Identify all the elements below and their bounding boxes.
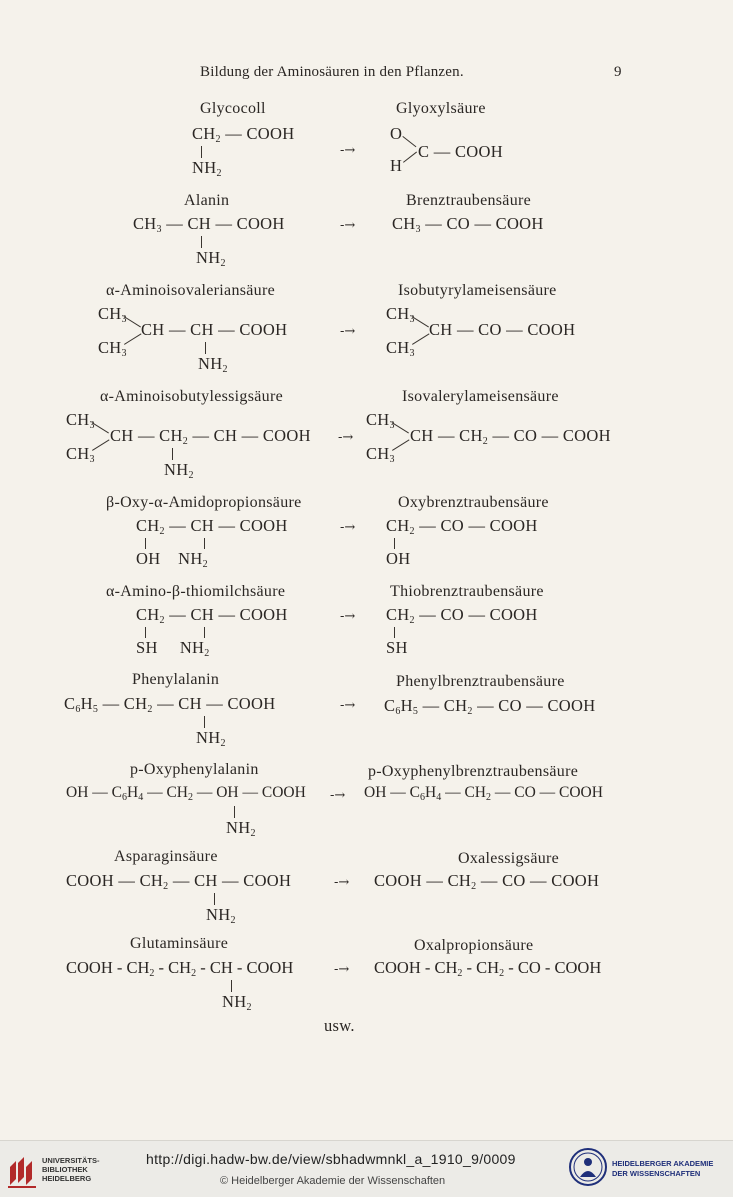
right-compound-name: Isovalerylameisensäure <box>402 388 559 405</box>
reaction-arrow: -→ <box>338 430 354 445</box>
bond-line <box>172 448 173 460</box>
right-compound-name: Oxalessigsäure <box>458 850 560 867</box>
left-compound-name: β-Oxy-α-Amidopropionsäure <box>106 494 302 511</box>
left-formula-substituent: SH $NH_2$ <box>136 638 210 659</box>
reaction-arrow: -→ <box>330 788 346 803</box>
left-formula-substituent: $NH_2$ <box>226 818 256 839</box>
bond-line <box>234 806 235 818</box>
university-library-name: UNIVERSITÄTS- BIBLIOTHEK HEIDELBERG <box>42 1156 100 1183</box>
left-formula: $C_6H_5$ — $CH_2$ — CH — COOH <box>64 694 276 715</box>
left-formula: $CH_3$ — CH — COOH <box>133 214 285 235</box>
left-compound-name: α-Aminoisobutylessigsäure <box>100 388 283 405</box>
copyright-text: © Heidelberger Akademie der Wissenschaften <box>220 1175 446 1187</box>
bond-line <box>145 627 146 638</box>
bond-line <box>231 980 232 992</box>
left-formula-top: $CH_3$ <box>66 410 95 431</box>
bond-line <box>402 136 416 147</box>
left-formula-substituent: $NH_2$ <box>164 460 194 481</box>
right-formula: CH — CO — COOH <box>429 320 576 339</box>
source-url-link[interactable]: http://digi.hadw-bw.de/view/sbhadwmnkl_a_1910_9/0009 <box>146 1151 516 1167</box>
right-formula: $CH_3$ — CO — COOH <box>392 214 544 235</box>
right-compound-name: Oxalpropionsäure <box>414 937 534 954</box>
left-formula: $CH_2$ — CH — COOH <box>136 516 288 537</box>
bond-line <box>214 893 215 905</box>
left-formula: CH — $CH_2$ — CH — COOH <box>110 426 311 447</box>
bond-line <box>394 627 395 638</box>
left-formula: COOH — $CH_2$ — CH — COOH <box>66 871 292 892</box>
left-formula: CH — CH — COOH <box>141 320 288 339</box>
university-library-logo-icon <box>6 1153 40 1189</box>
reaction-arrow: -→ <box>340 143 356 158</box>
page-number: 9 <box>614 64 622 80</box>
bond-line <box>201 236 202 248</box>
left-formula-bottom: $CH_3$ <box>66 444 95 465</box>
bond-line <box>201 146 202 158</box>
bond-line <box>204 627 205 638</box>
right-formula: $CH_2$ — CO — COOH <box>386 605 538 626</box>
left-compound-name: Glycocoll <box>200 100 266 117</box>
right-compound-name: Glyoxylsäure <box>396 100 486 117</box>
left-formula-substituent: $NH_2$ <box>222 992 252 1013</box>
reaction-arrow: -→ <box>340 218 356 233</box>
bond-line <box>394 538 395 549</box>
right-formula: CH — $CH_2$ — CO — COOH <box>410 426 611 447</box>
bond-line <box>204 716 205 728</box>
bond-line <box>145 538 146 549</box>
left-formula-substituent: $NH_2$ <box>192 158 222 179</box>
right-compound-name: Isobutyrylameisensäure <box>398 282 557 299</box>
digitization-footer <box>0 1140 733 1197</box>
left-formula-substituent: $NH_2$ <box>206 905 236 926</box>
right-formula-bottom: $CH_3$ <box>366 444 395 465</box>
right-formula: COOH - $CH_2 - CH_2$ - CO - COOH <box>374 958 602 979</box>
reaction-arrow: -→ <box>334 962 350 977</box>
reaction-arrow: -→ <box>340 609 356 624</box>
right-formula-top: O <box>390 124 403 143</box>
right-compound-name: Phenylbrenztraubensäure <box>396 673 565 690</box>
left-compound-name: α-Amino-β-thiomilchsäure <box>106 583 286 600</box>
right-compound-name: Oxybrenztraubensäure <box>398 494 549 511</box>
right-formula-top: $CH_3$ <box>366 410 395 431</box>
left-compound-name: p-Oxyphenylalanin <box>130 761 259 778</box>
left-formula-substituent: $NH_2$ <box>196 728 226 749</box>
left-formula: OH — $C_6H_4$ — $CH_2$ — OH — COOH <box>66 784 306 803</box>
left-compound-name: Asparaginsäure <box>114 848 218 865</box>
reaction-arrow: -→ <box>334 875 350 890</box>
right-formula-top: $CH_3$ <box>386 304 415 325</box>
left-formula: $CH_2$ — CH — COOH <box>136 605 288 626</box>
left-formula-substituent: OH $NH_2$ <box>136 549 208 570</box>
left-formula-bottom: $CH_3$ <box>98 338 127 359</box>
left-formula-substituent: $NH_2$ <box>196 248 226 269</box>
right-formula-substituent: OH <box>386 549 411 568</box>
right-formula-substituent: SH <box>386 638 408 657</box>
right-compound-name: Brenztraubensäure <box>406 192 532 209</box>
left-formula-top: $CH_3$ <box>98 304 127 325</box>
right-formula: C — COOH <box>418 142 503 161</box>
left-formula: $CH_2$ — COOH <box>192 124 295 145</box>
closing-text: usw. <box>324 1016 355 1035</box>
academy-name: HEIDELBERGER AKADEMIE DER WISSENSCHAFTEN <box>612 1159 714 1178</box>
bond-line <box>204 538 205 549</box>
right-formula: $C_6H_5$ — $CH_2$ — CO — COOH <box>384 696 596 717</box>
academy-seal-icon <box>568 1147 608 1187</box>
left-compound-name: Alanin <box>184 192 230 209</box>
right-formula-bottom: H <box>390 156 403 175</box>
left-compound-name: Glutaminsäure <box>130 935 229 952</box>
reaction-arrow: -→ <box>340 698 356 713</box>
left-formula-substituent: $NH_2$ <box>198 354 228 375</box>
left-formula: COOH - $CH_2 - CH_2$ - CH - COOH <box>66 958 294 979</box>
reaction-arrow: -→ <box>340 324 356 339</box>
right-formula: $CH_2$ — CO — COOH <box>386 516 538 537</box>
right-formula: OH — $C_6H_4$ — $CH_2$ — CO — COOH <box>364 784 603 803</box>
right-compound-name: p-Oxyphenylbrenztraubensäure <box>368 763 579 780</box>
right-formula: COOH — $CH_2$ — CO — COOH <box>374 871 600 892</box>
right-compound-name: Thiobrenztraubensäure <box>390 583 544 600</box>
reaction-arrow: -→ <box>340 520 356 535</box>
left-compound-name: α-Aminoisovaleriansäure <box>106 282 276 299</box>
bond-line <box>205 342 206 354</box>
right-formula-bottom: $CH_3$ <box>386 338 415 359</box>
bond-line <box>403 152 417 163</box>
running-title: Bildung der Aminosäuren in den Pflanzen. <box>200 64 464 80</box>
left-compound-name: Phenylalanin <box>132 671 220 688</box>
